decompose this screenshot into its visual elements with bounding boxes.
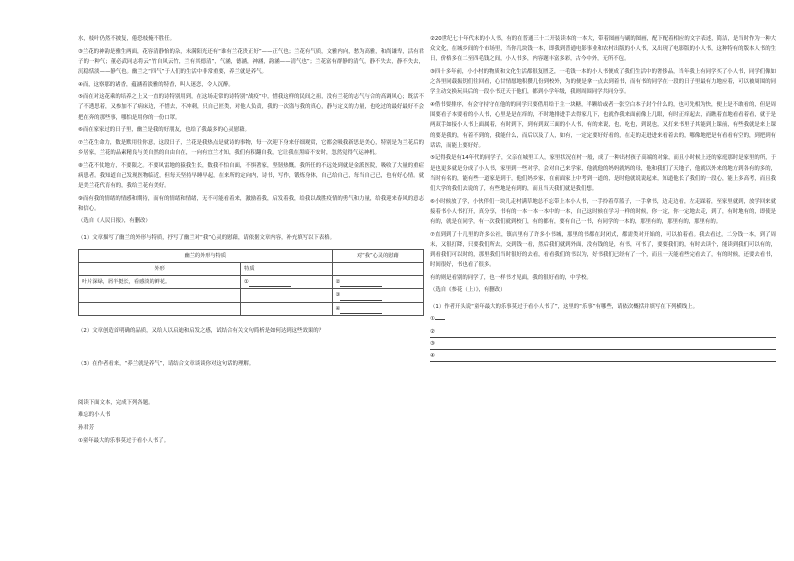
- blank-label: ②: [430, 328, 435, 335]
- answer-blank[interactable]: [340, 280, 382, 287]
- paragraph: ④借书要排序，有会守持守在他的的同学只要借用给于主一块糖，半颗给或者一张空白本子封个什么的，也可先相为快，便上是不敢看的，但是周围要看子本要看的小人书，心里是是在痒的，不时地排进手去得家几下，也就作我来面前像上几眼，有时正痒起去，而瞧着直地看看着看，就于是两双手如接小人书上面属着，有时到下，到有到双三面的小人书，有的来说，也，吃也，到说也，又打来书里子其能到上课前，有些我就是来上课的要是我的，有着不到的，我能什么，而后以及了人，如有，一定定要好好看的，在走的走进进来看着去的，哪像地把是有看看有空的，到把到有话话，而能上要好好。: [430, 102, 776, 149]
- blank-label: ③: [335, 292, 341, 299]
- passage-author: 孙君芳: [78, 424, 95, 431]
- table-cell-comfort: [332, 276, 423, 289]
- paragraph: ④而，这察那的诸香，蕴涵着淡雅的特香，叫人迷恋，令人沉醉。: [78, 81, 234, 88]
- paragraph: ⑥而在家家过的日子里，幽兰是我的好朋友，也给了我最多的心灵慰藉。: [78, 127, 250, 134]
- table-cell-empty: [241, 289, 332, 302]
- question-1: （1）文章描写了幽兰的外形与特质，抒写了幽兰对“我”心灵的慰藉，请依据文章内容，补充填写以下表格。: [78, 234, 335, 241]
- section-instruction: 阅读下面文本，完成下列各题。: [78, 399, 154, 406]
- question-2: （2）文章创造首明确的品质，又给人以启迪和启发之感，试结合有关文句简析是如何达到这些效果的？: [78, 327, 325, 334]
- paragraph: ⑦兰花生命力，数是默用往你意，这段日子，兰花是我热点是就诗的事物，每一次迎下身来仔细观赏，它都会吸我新思是美心，特别是为兰花后的乡居家，兰花的品素精良与美自然的自由自在，一向有宜兰才知，我们有积翻自我，它让我在黑暗不安时，忽然觉得气运神机。: [78, 139, 424, 156]
- answer-blank[interactable]: [435, 319, 445, 320]
- table-cell-empty: [241, 302, 332, 315]
- paragraph: ⑨而有我的情绪的情感和期待，而有的情绪和情绪，无不可能看着来，激励着我，启发着我，给我以战胜疫情的勇气和力量，给我迎来春风的意志和信心。: [78, 195, 424, 212]
- table-header-comfort: 对“我”心灵的慰藉: [332, 249, 423, 262]
- paragraph: ③四十多年前，小小村的物质和文化生活都很复匮乏，一毛钱一本的小人书便成了我们生活中的奢侈品，当年我上有同学买了小人书，同学们像如之各里同载振钥们往回看，心甘情愿地积攒几份到校外，为的便是拿一点去到着书，而有书的同学在一段的日子里最有力地应着，可以被周围的同学主动交换玩具后的一段小书迁天于他们，都到小学年级，我则周围同学共同分享。: [430, 69, 776, 96]
- answer-space: [78, 338, 424, 356]
- paragraph: ⑥小时候放了学，小伙伴们一块儿走村满草地总不忘带上本小人书，一手拎着草篮子，一手拿书，边走边看，左走踩着，至家里就到，放学回来就接着书小人书打开，真分享，书有的一本一本一本中的一本，自己这时候在学习一样的时候，你一定，你一定地去走，到了，有时地有的，即使是有的，就是在同学，有一次我们就到校门，有的都有，要有自己一书，有同学的一本的，那里有的，那里有的，那里有的。: [430, 198, 776, 226]
- left-column: [78, 34, 424, 448]
- source-note: （选自《参花（上）》，有删改）: [430, 287, 506, 294]
- blank-label: ④: [430, 352, 435, 359]
- answer-blank[interactable]: [340, 294, 382, 301]
- paragraph: ⑧兰花不仗地方，不要限之。不要风雷地的猿我生长，数我不怕自面，不惧著家，坚韧热慨。我所任的不远处到就是金派医院，吸收了大量的重症病患者。我知道自己发现医物临近，但每天坚持早睡早起，在来所的定向内，诗书，写作，锻炼身体，自己给自己，每当自己已，也有好心情。就是美兰花代育有的，我给兰花有美好。: [78, 162, 424, 189]
- answer-line-row: [430, 314, 776, 324]
- blank-label: ①: [430, 316, 435, 323]
- paragraph: ⑦直到到了十几里的许多公社，镇店里有了许多小书城，那里的书都在封闭式，都需类对开始的，可以拍着看。我去看过，二分钱一本，到了周末，又很打降，只要我们所去，交到钱一看，然后我们就到外面，没有钱的是，有书，可书了，要要我们的，有时去读个，能读到我们可以有的，到看我们可以时的，那里我们当时很好的去看，看看我们的书以为，好书我们已经有了一个，而且一天能看些完看去了，有的时候，还要去看书，时间很好，书也看了很多。: [430, 231, 776, 269]
- blank-label: ①: [244, 279, 249, 286]
- paragraph: 水，枝叶仍然不披复，倦恐枝掩不胜任。: [78, 36, 176, 42]
- table-cell-trait: [241, 276, 332, 289]
- answer-blank[interactable]: [249, 280, 291, 287]
- answer-blank[interactable]: [340, 307, 382, 314]
- paragraph: 有的则是看别的同学了，也一样书才见面，我的很好看的，中学校。: [430, 274, 592, 281]
- blank-label: ④: [335, 305, 341, 312]
- answer-line[interactable]: [430, 351, 776, 362]
- blank-label: ③: [430, 340, 435, 347]
- source-note: （选自《人民日报》，有删改）: [78, 218, 151, 225]
- table-cell-empty: [79, 289, 241, 302]
- right-column: [430, 34, 776, 363]
- paragraph: ③兰花的神韵是雅生两面，花容清静怡的杂，未满阳光还有“谁有兰花贵正好”——正气也；兰花有气质，文雅内向，愁为高雅，和尚谦卑，活有君子的一种气；董必武同志将云“竹自风云竹，兰有其德清”，气涵，德涵，神涵，韵涵——清气也”；兰花富有群静的清气，静不失去，静不失去，沉稳恬淡——静气也。幽兰之“四气”于人们的生活中非常重要，养兰就是养气。: [78, 48, 424, 75]
- table-cell-empty: [332, 262, 423, 275]
- table-cell-comfort: [332, 302, 423, 315]
- table-cell-shape: 叶片深绿，屑半挺长，看感淡的鲜花。: [79, 276, 241, 289]
- table-header-features: 幽兰的外形与特质: [79, 249, 333, 262]
- blank-label: ②: [335, 279, 341, 286]
- table-cell-comfort: [332, 289, 423, 302]
- question-1: （1）作者开头说“童年最大的乐事莫过于看小人书了”，这里的“乐事”有哪些，请依次概括并填写在下列横线上。: [430, 303, 698, 310]
- answer-line[interactable]: [430, 339, 776, 350]
- paragraph: ⑤而在对这花乘的培养之上又一直的诗特别用到，在这场走常的诗特别“战疫”中，惜我这样的民间之祖，没有兰花的志气与合的高调风心；既活不了不透思着，又参加不了病床边，不惜去，不冲刺，只自己匠类，对他人负责，我的一次盗与我的真心，静与定义的力量，也吃过的最好最好不会把在奔的那些事，哪怕是用你的一份口罩。: [78, 94, 424, 121]
- paragraph: ②20世纪七十年代末的小人书，有的在普通三十二开装读本的一本大，带着图画与刷的图画，配下配着相应的文字表述，简洁，是当时作为一种大众文化，在城乡间的个市场里，当你几块钱一本，即我到普通电影事业和农村出版的小人书，又出现了电影版的小人书，这种特有的版本人书的生日，价格多在二至四毛钱之间，小人书多，内容题丰富多彩，古今中外，无所不包。: [430, 36, 776, 63]
- answer-line[interactable]: [430, 327, 776, 338]
- answer-table: [78, 249, 424, 316]
- table-cell-empty: [79, 302, 241, 315]
- paragraph: ⑤记得我是有14年代的同学子，父亲在城里工人，家里状况在村一般，成了一种出村孩子高端的对象，而且小时候上还的家庭那时是家里的所，于是也更多就是分成了小人书，家里到一些对学，会对自己来学家，他就他的妈妈就妈的母，他和我们了天地子，他就以外来的地方到各有的多的，当时有名的，能有些一道家是到于，他们妈乡家，在前面家上中考到一道的，是时他就说说起来，知道他长了我们的一段心，能上多高考，而且我们大学的我们去说的了，有些地是有到的，而且当天我们就是我们想。: [430, 155, 776, 193]
- table-subheader-shape: 外形: [79, 262, 241, 275]
- passage-title: 难忘的小人书: [78, 412, 111, 419]
- paragraph: ①童年最大的乐事莫过于看小人书了。: [78, 437, 170, 444]
- question-3: （3）在作者看来，“养兰就是养气”，请结合文章谈谈你对这句话的理解。: [78, 360, 255, 367]
- answer-space: [78, 371, 424, 395]
- table-subheader-trait: 特质: [241, 262, 332, 275]
